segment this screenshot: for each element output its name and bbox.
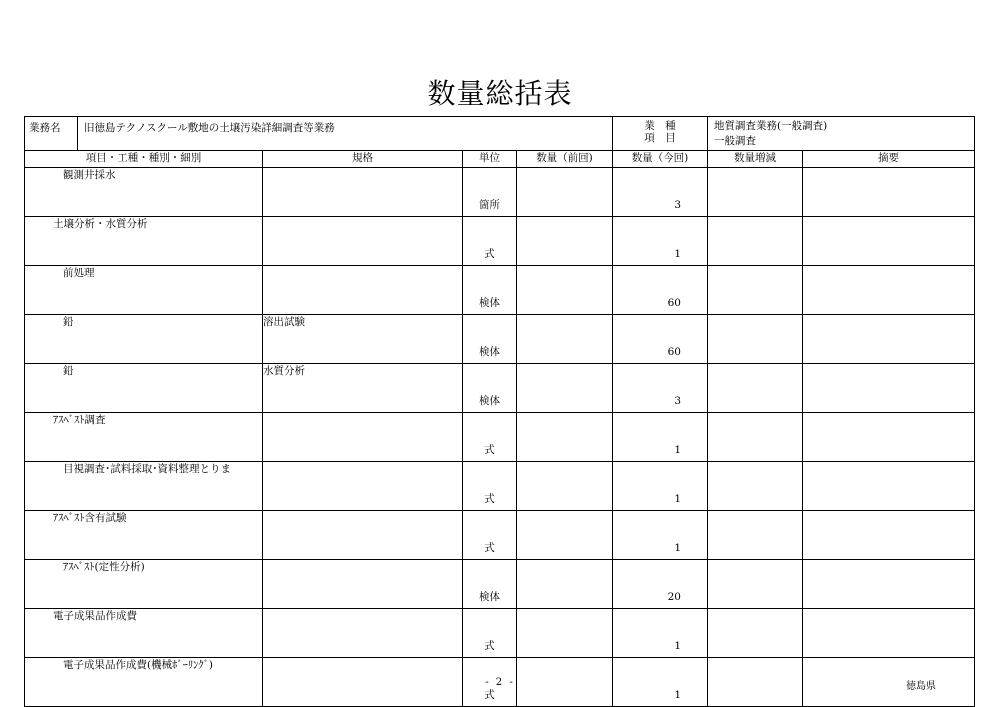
column-header-spec: 規格 bbox=[263, 151, 463, 168]
row-item: ｱｽﾍﾞｽﾄ(定性分析) bbox=[25, 560, 263, 609]
row-note bbox=[803, 168, 975, 217]
row-note bbox=[803, 315, 975, 364]
classification-labels bbox=[613, 117, 708, 151]
row-qty-prev bbox=[517, 364, 613, 413]
row-unit: 式 bbox=[463, 609, 517, 658]
issuer-name: 徳島県 bbox=[906, 681, 936, 692]
project-label: 業務名 bbox=[25, 117, 78, 150]
row-qty-prev bbox=[517, 560, 613, 609]
row-spec bbox=[263, 266, 463, 315]
column-header-unit: 単位 bbox=[463, 151, 517, 168]
class-value-2: 一般調査 bbox=[714, 135, 756, 147]
table-row bbox=[25, 609, 975, 658]
table-row bbox=[25, 413, 975, 462]
row-qty-now: 3 bbox=[613, 168, 708, 217]
row-qty-diff bbox=[708, 315, 803, 364]
row-qty-diff bbox=[708, 217, 803, 266]
row-unit: 式 bbox=[463, 462, 517, 511]
row-unit: 検体 bbox=[463, 315, 517, 364]
column-header-qty-now: 数量（今回) bbox=[613, 151, 708, 168]
row-unit: 式 bbox=[463, 658, 517, 707]
row-note bbox=[803, 266, 975, 315]
row-spec bbox=[263, 560, 463, 609]
row-qty-now: 1 bbox=[613, 413, 708, 462]
row-qty-prev bbox=[517, 168, 613, 217]
row-note bbox=[803, 462, 975, 511]
class-value-1: 地質調査業務(一般調査) bbox=[714, 120, 828, 132]
row-qty-diff bbox=[708, 364, 803, 413]
row-qty-diff bbox=[708, 462, 803, 511]
row-unit: 式 bbox=[463, 413, 517, 462]
project-name: 旧徳島テクノスクール敷地の土壌汚染詳細調査等業務 bbox=[84, 122, 335, 134]
row-spec bbox=[263, 462, 463, 511]
row-qty-prev bbox=[517, 217, 613, 266]
row-spec bbox=[263, 609, 463, 658]
row-item: 電子成果品作成費(機械ﾎﾞｰﾘﾝｸﾞ) bbox=[25, 658, 263, 707]
row-qty-now: 3 bbox=[613, 364, 708, 413]
row-spec bbox=[263, 511, 463, 560]
row-spec bbox=[263, 413, 463, 462]
row-qty-now: 60 bbox=[613, 315, 708, 364]
row-item: 目視調査･試料採取･資料整理とりま bbox=[25, 462, 263, 511]
row-qty-prev bbox=[517, 315, 613, 364]
row-qty-prev bbox=[517, 511, 613, 560]
row-spec bbox=[263, 168, 463, 217]
row-qty-now: 1 bbox=[613, 217, 708, 266]
row-qty-now: 20 bbox=[613, 560, 708, 609]
row-qty-now: 1 bbox=[613, 609, 708, 658]
row-qty-diff bbox=[708, 560, 803, 609]
row-qty-now: 1 bbox=[613, 511, 708, 560]
row-qty-prev bbox=[517, 609, 613, 658]
row-unit: 検体 bbox=[463, 560, 517, 609]
row-qty-now: 1 bbox=[613, 658, 708, 707]
table-row bbox=[25, 315, 975, 364]
row-item: 土壌分析・水質分析 bbox=[25, 217, 263, 266]
row-note bbox=[803, 609, 975, 658]
class-label-1: 業 種 bbox=[644, 120, 676, 132]
table-row bbox=[25, 168, 975, 217]
row-qty-diff bbox=[708, 168, 803, 217]
row-spec bbox=[263, 217, 463, 266]
column-header-note: 摘要 bbox=[803, 151, 975, 168]
row-qty-prev bbox=[517, 462, 613, 511]
row-spec: 溶出試験 bbox=[263, 315, 463, 364]
class-label-2: 項 目 bbox=[644, 132, 676, 144]
row-qty-now: 60 bbox=[613, 266, 708, 315]
column-header-qty-diff: 数量増減 bbox=[708, 151, 803, 168]
table-row bbox=[25, 560, 975, 609]
quantity-summary-table bbox=[24, 116, 975, 707]
column-header-row bbox=[25, 151, 975, 168]
table-row bbox=[25, 462, 975, 511]
row-note bbox=[803, 560, 975, 609]
row-qty-diff bbox=[708, 511, 803, 560]
row-spec: 水質分析 bbox=[263, 364, 463, 413]
column-header-qty-prev: 数量（前回) bbox=[517, 151, 613, 168]
page-number: - 2 - bbox=[485, 677, 515, 688]
row-note bbox=[803, 413, 975, 462]
table-row bbox=[25, 266, 975, 315]
classification-values bbox=[708, 117, 975, 151]
row-qty-diff bbox=[708, 413, 803, 462]
row-item: 前処理 bbox=[25, 266, 263, 315]
row-qty-now: 1 bbox=[613, 462, 708, 511]
row-item: ｱｽﾍﾞｽﾄ調査 bbox=[25, 413, 263, 462]
row-item: 鉛 bbox=[25, 364, 263, 413]
row-qty-diff bbox=[708, 266, 803, 315]
table-row bbox=[25, 217, 975, 266]
row-item: 電子成果品作成費 bbox=[25, 609, 263, 658]
row-item: ｱｽﾍﾞｽﾄ含有試験 bbox=[25, 511, 263, 560]
table-row bbox=[25, 511, 975, 560]
row-qty-prev bbox=[517, 413, 613, 462]
table-row bbox=[25, 364, 975, 413]
row-note bbox=[803, 511, 975, 560]
row-note bbox=[803, 217, 975, 266]
row-qty-diff bbox=[708, 609, 803, 658]
row-item: 鉛 bbox=[25, 315, 263, 364]
column-header-item: 項目・工種・種別・細別 bbox=[25, 151, 263, 168]
row-unit: 箇所 bbox=[463, 168, 517, 217]
row-item: 観測井採水 bbox=[25, 168, 263, 217]
row-note bbox=[803, 364, 975, 413]
row-unit: 式 bbox=[463, 217, 517, 266]
row-unit: 検体 bbox=[463, 364, 517, 413]
row-unit: 式 bbox=[463, 511, 517, 560]
document-title: 数量総括表 bbox=[427, 77, 573, 110]
row-unit: 検体 bbox=[463, 266, 517, 315]
project-header-row bbox=[25, 117, 975, 151]
row-qty-prev bbox=[517, 266, 613, 315]
